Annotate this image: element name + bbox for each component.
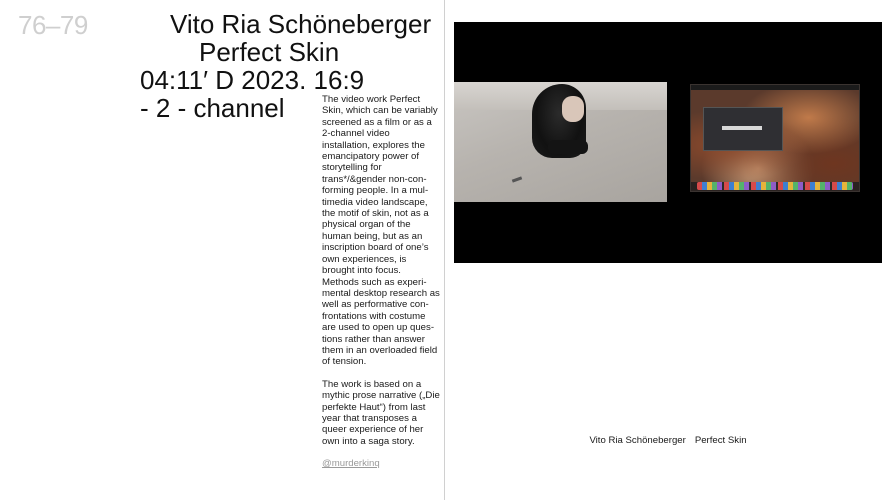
artist-name: Vito Ria Schöneberger	[170, 9, 432, 39]
description-paragraph-2: The work is based on a mythic prose narrative („Die perfekte Haut“) from last year that transposes a queer experience of her own into a saga story.	[322, 378, 440, 447]
description-paragraph-1: The video work Perfect Skin, which can be variably screened as a film or as a 2-channel video installation, explores the emancipatory power of storytelling for trans*/&gender non-conforming people. In a multimedia video landscape, the motif of skin, not as a physical organ of the human being, but as an inscription board of one’s own experiences, is brought into focus. Methods such as experimental desktop research as well as performative confrontations with costume are used to open up questions rather than answer them in an overloaded field of tension.	[322, 94, 440, 368]
performance-still-image	[454, 82, 667, 202]
right-page	[446, 0, 890, 500]
caption-title: Perfect Skin	[694, 435, 747, 446]
desktop-screenshot-image	[690, 84, 860, 192]
figure-knee	[562, 96, 584, 122]
work-title: Perfect Skin	[199, 37, 340, 67]
instagram-handle-link[interactable]: @murderkinq	[322, 458, 380, 470]
app-dock	[697, 182, 853, 190]
page-spine	[444, 0, 445, 500]
description	[322, 94, 440, 470]
page-numbers: 76–79	[18, 10, 88, 40]
dialog-text-line	[722, 126, 762, 130]
caption-artist: Vito Ria Schöneberger	[589, 435, 686, 446]
left-page	[0, 0, 444, 500]
figure-boots	[548, 140, 588, 154]
work-metadata: 04:11′ D 2023. 16:9 - 2 - channel	[140, 65, 365, 123]
dialog-window	[703, 107, 783, 151]
floor-debris	[512, 176, 522, 182]
image-caption	[446, 435, 890, 446]
